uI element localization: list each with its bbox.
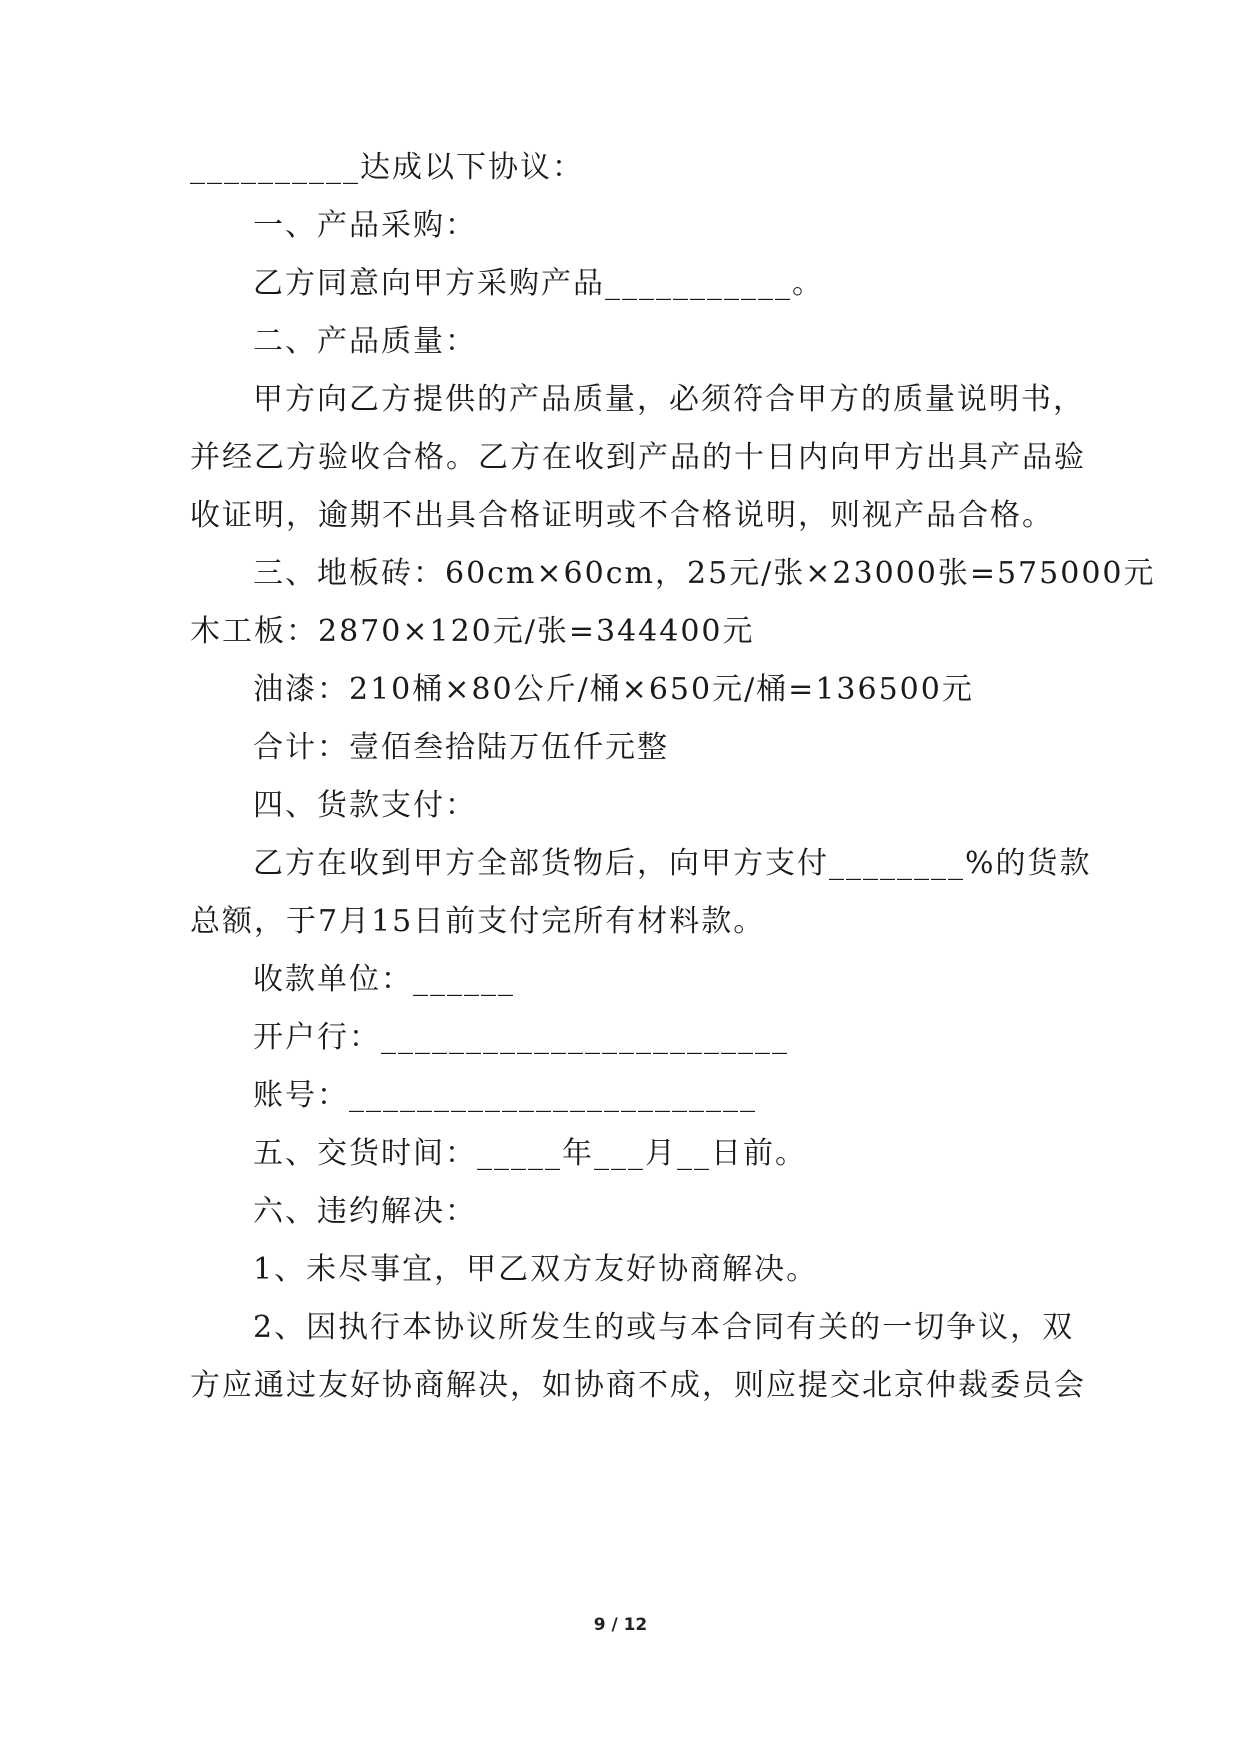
section-heading-payment: 四、货款支付： <box>253 788 477 823</box>
quality-clause-line-1: 甲方向乙方提供的产品质量，必须符合甲方的质量说明书， <box>253 382 1085 417</box>
purchase-clause: 乙方同意向甲方采购产品___________。 <box>253 266 824 301</box>
account-field: 账号：________________________ <box>253 1078 757 1113</box>
section-heading-breach: 六、违约解决： <box>253 1194 477 1229</box>
page-number: 9 / 12 <box>593 1615 648 1635</box>
breach-clause-2-line-1: 2、因执行本协议所发生的或与本合同有关的一切争议，双 <box>253 1310 1075 1345</box>
floor-tile-item: 三、地板砖：60cm×60cm，25元/张×23000张=575000元 <box>253 556 1156 591</box>
delivery-time-clause: 五、交货时间：_____年___月__日前。 <box>253 1136 807 1171</box>
payment-clause-line-1: 乙方在收到甲方全部货物后，向甲方支付________%的货款 <box>253 846 1092 881</box>
agreement-intro-line: __________达成以下协议： <box>190 150 584 185</box>
section-heading-quality: 二、产品质量： <box>253 324 477 359</box>
quality-clause-line-2: 并经乙方验收合格。乙方在收到产品的十日内向甲方出具产品验 <box>190 440 1086 475</box>
payee-field: 收款单位：______ <box>253 962 515 997</box>
wood-board-item: 木工板：2870×120元/张=344400元 <box>190 614 755 649</box>
paint-item: 油漆：210桶×80公斤/桶×650元/桶=136500元 <box>253 672 974 707</box>
section-heading-purchase: 一、产品采购： <box>253 208 477 243</box>
quality-clause-line-3: 收证明，逾期不出具合格证明或不合格说明，则视产品合格。 <box>190 498 1054 533</box>
payment-clause-line-2: 总额，于7月15日前支付完所有材料款。 <box>190 904 766 939</box>
breach-clause-2-line-2: 方应通过友好协商解决，如协商不成，则应提交北京仲裁委员会 <box>190 1368 1086 1403</box>
total-amount: 合计：壹佰叁拾陆万伍仟元整 <box>253 730 669 765</box>
breach-clause-1: 1、未尽事宜，甲乙双方友好协商解决。 <box>253 1252 819 1287</box>
bank-field: 开户行：________________________ <box>253 1020 789 1055</box>
